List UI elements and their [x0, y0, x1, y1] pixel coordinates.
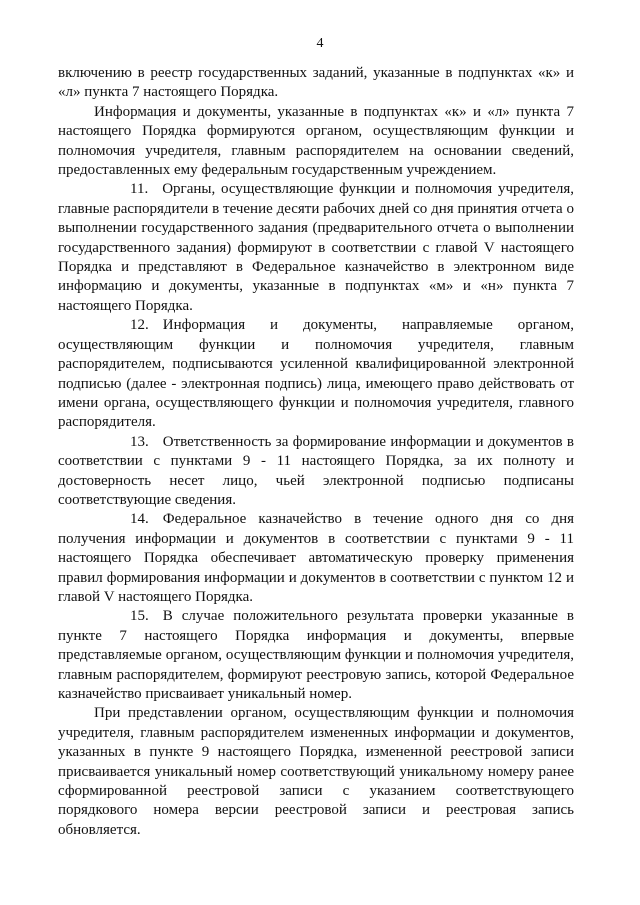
clause-number: 11. — [130, 181, 149, 198]
paragraph-text: При представлении органом, осуществляющим функции и полномочия учредителя, главным распорядителем измененных информации и документов, указанных в пункте 9 настоящего Порядка, измененной реестровой записи присваивается уникальный номер соответствующий уникальному номеру ранее сформированной реестровой записи с указанием соответствующего порядкового номера версии реестровой записи и реестровая запись обновляется. — [58, 705, 574, 838]
paragraph-15 — [58, 607, 574, 704]
paragraph-12 — [58, 316, 574, 432]
paragraph-2 — [58, 103, 574, 181]
document-body — [58, 64, 574, 840]
paragraph-13 — [58, 433, 574, 511]
paragraph-text: Информация и документы, указанные в подпунктах «к» и «л» пункта 7 настоящего Порядка формируются органом, осуществляющим функции и полномочия учредителя, главным распорядителем на основании сведений, предоставленных ему федеральным государственным учреждением. — [58, 103, 574, 179]
paragraph-text: включению в реестр государственных заданий, указанные в подпунктах «к» и «л» пункта 7 настоящего Порядка. — [58, 65, 574, 101]
paragraph-text: Федеральное казначейство в течение одного дня со дня получения информации и документов в соответствии с пунктами 9 - 11 настоящего Порядка обеспечивает автоматическую проверку применения правил формирования информации и документов в соответствии с пунктом 12 и главой V настоящего Порядка. — [58, 511, 574, 605]
clause-number: 13. — [130, 433, 149, 450]
paragraph-14 — [58, 510, 574, 607]
paragraph-15-continued — [58, 704, 574, 840]
paragraph-1 — [58, 64, 574, 103]
clause-number: 14. — [130, 511, 149, 528]
page-number: 4 — [316, 36, 324, 51]
paragraph-11 — [58, 180, 574, 316]
paragraph-text: Информация и документы, направляемые органом, осуществляющим функции и полномочия учредителя, главным распорядителем, подписываются усиленной квалифицированной электронной подписью (далее - электронная подпись) лица, имеющего право действовать от имени органа, осуществляющего функции и полномочия учредителя, главного распорядителя. — [58, 317, 574, 431]
clause-number: 12. — [130, 317, 149, 334]
paragraph-text: Органы, осуществляющие функции и полномочия учредителя, главные распорядители в течение десяти рабочих дней со дня принятия отчета о выполнении государственного задания (предварительного отчета о выполнении государственного задания) формируют в соответствии с главой V настоящего Порядка и представляют в Федеральное казначейство в электронном виде информацию и документы, указанные в подпунктах «м» и «н» пункта 7 настоящего Порядка. — [58, 181, 574, 314]
clause-number: 15. — [130, 608, 149, 625]
paragraph-text: Ответственность за формирование информации и документов в соответствии с пунктами 9 - 11 настоящего Порядка, за их полноту и достоверность несет лицо, чьей электронной подписью подписаны соответствующие сведения. — [58, 433, 574, 508]
paragraph-text: В случае положительного результата проверки указанные в пункте 7 настоящего Порядка информация и документы, впервые представляемые органом, осуществляющим функции и полномочия учредителя, главным распорядителем, формируют реестровую запись, которой Федеральное казначейство присваивает уникальный номер. — [58, 608, 574, 702]
